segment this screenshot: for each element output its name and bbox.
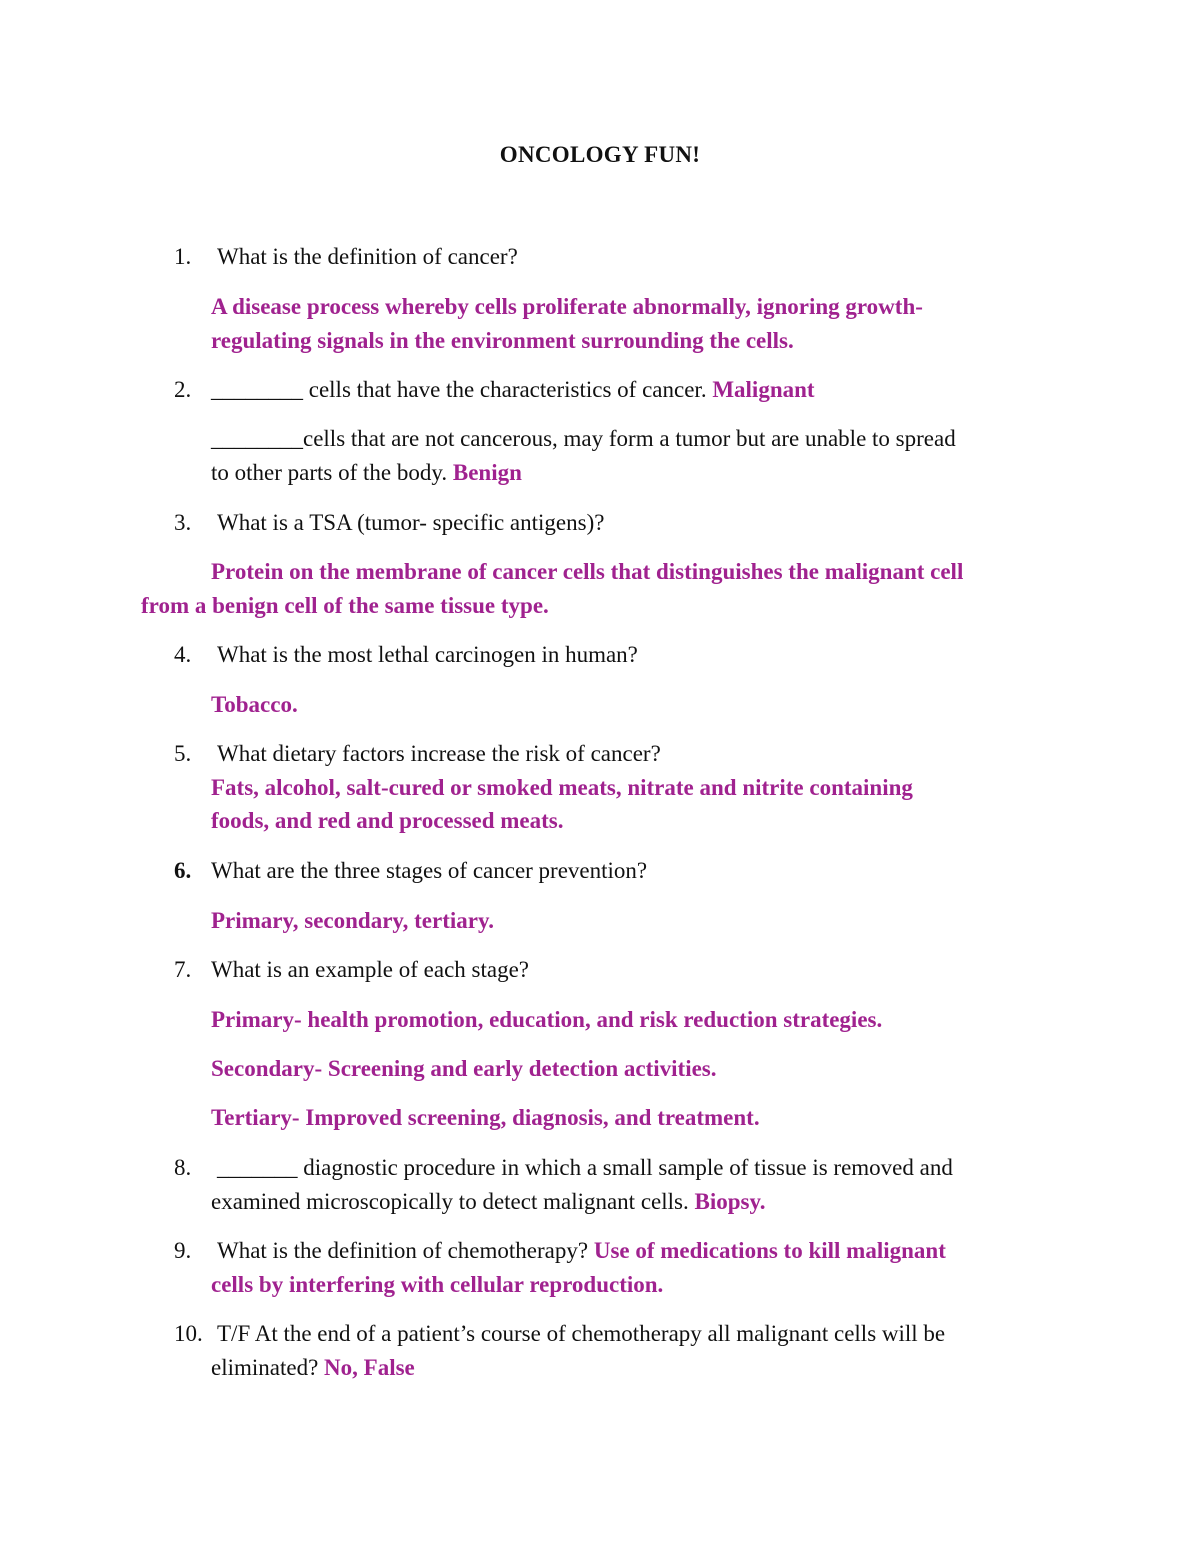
question-6-number: 6. <box>174 858 192 883</box>
question-10-line-2 <box>211 1351 415 1385</box>
question-2-text-2: cells that are not cancerous, may form a tumor but are unable to spread <box>303 426 956 451</box>
question-2-line-1 <box>211 373 815 407</box>
question-2-number: 2. <box>174 377 192 402</box>
answer-3-line-1: Protein on the membrane of cancer cells that distinguishes the malignant cell <box>211 559 964 584</box>
question-7-text: What is an example of each stage? <box>211 957 530 982</box>
answer-7-primary: Primary- health promotion, education, and risk reduction strategies. <box>211 1007 883 1032</box>
answer-5-line-2: foods, and red and processed meats. <box>211 808 564 833</box>
page-title: ONCOLOGY FUN! <box>499 142 701 167</box>
answer-7-tertiary: Tertiary- Improved screening, diagnosis, and treatment. <box>211 1105 760 1130</box>
question-4-text: What is the most lethal carcinogen in human? <box>217 642 638 667</box>
question-10-number: 10. <box>174 1321 203 1346</box>
blank-1: ________ <box>211 377 303 402</box>
question-2-line-3 <box>211 456 522 490</box>
answer-3-line-2: from a benign cell of the same tissue type. <box>141 593 549 618</box>
question-8-number: 8. <box>174 1155 192 1180</box>
answer-6: Primary, secondary, tertiary. <box>211 908 494 933</box>
question-4-number: 4. <box>174 642 192 667</box>
question-8-line-1 <box>217 1151 953 1185</box>
question-2-text-1: cells that have the characteristics of cancer. <box>303 377 713 402</box>
question-9-line-1 <box>217 1234 946 1268</box>
question-10-text-2: eliminated? <box>211 1355 325 1380</box>
answer-9-line-1: Use of medications to kill malignant <box>593 1238 946 1263</box>
question-5-text: What dietary factors increase the risk of cancer? <box>217 741 661 766</box>
question-1-number: 1. <box>174 244 192 269</box>
question-2-text-3: to other parts of the body. <box>211 460 453 485</box>
question-8-line-2 <box>211 1185 765 1219</box>
question-8-text-2: examined microscopically to detect malignant cells. <box>211 1189 695 1214</box>
question-9-number: 9. <box>174 1238 192 1263</box>
question-3-text: What is a TSA (tumor- specific antigens)? <box>217 510 605 535</box>
question-10-line-1: T/F At the end of a patient’s course of chemotherapy all malignant cells will be <box>217 1321 946 1346</box>
answer-2-benign: Benign <box>452 460 522 485</box>
answer-7-secondary: Secondary- Screening and early detection activities. <box>211 1056 717 1081</box>
blank-2: ________ <box>211 426 303 451</box>
question-1-text: What is the definition of cancer? <box>217 244 518 269</box>
answer-4: Tobacco. <box>211 692 298 717</box>
answer-5-line-1: Fats, alcohol, salt-cured or smoked meats, nitrate and nitrite containing <box>211 775 913 800</box>
question-6-text: What are the three stages of cancer prevention? <box>211 858 648 883</box>
question-9-text: What is the definition of chemotherapy? <box>217 1238 594 1263</box>
question-7-number: 7. <box>174 957 192 982</box>
question-5-number: 5. <box>174 741 192 766</box>
question-2-line-2 <box>211 422 956 456</box>
answer-1-line-1: A disease process whereby cells proliferate abnormally, ignoring growth- <box>211 294 923 319</box>
blank-3: _______ <box>217 1155 298 1180</box>
answer-10: No, False <box>324 1355 415 1380</box>
question-8-text-1: diagnostic procedure in which a small sample of tissue is removed and <box>297 1155 953 1180</box>
answer-8: Biopsy. <box>694 1189 766 1214</box>
answer-9-line-2: cells by interfering with cellular reproduction. <box>211 1272 664 1297</box>
question-3-number: 3. <box>174 510 192 535</box>
answer-2-malignant: Malignant <box>712 377 815 402</box>
answer-1-line-2: regulating signals in the environment surrounding the cells. <box>211 328 794 353</box>
